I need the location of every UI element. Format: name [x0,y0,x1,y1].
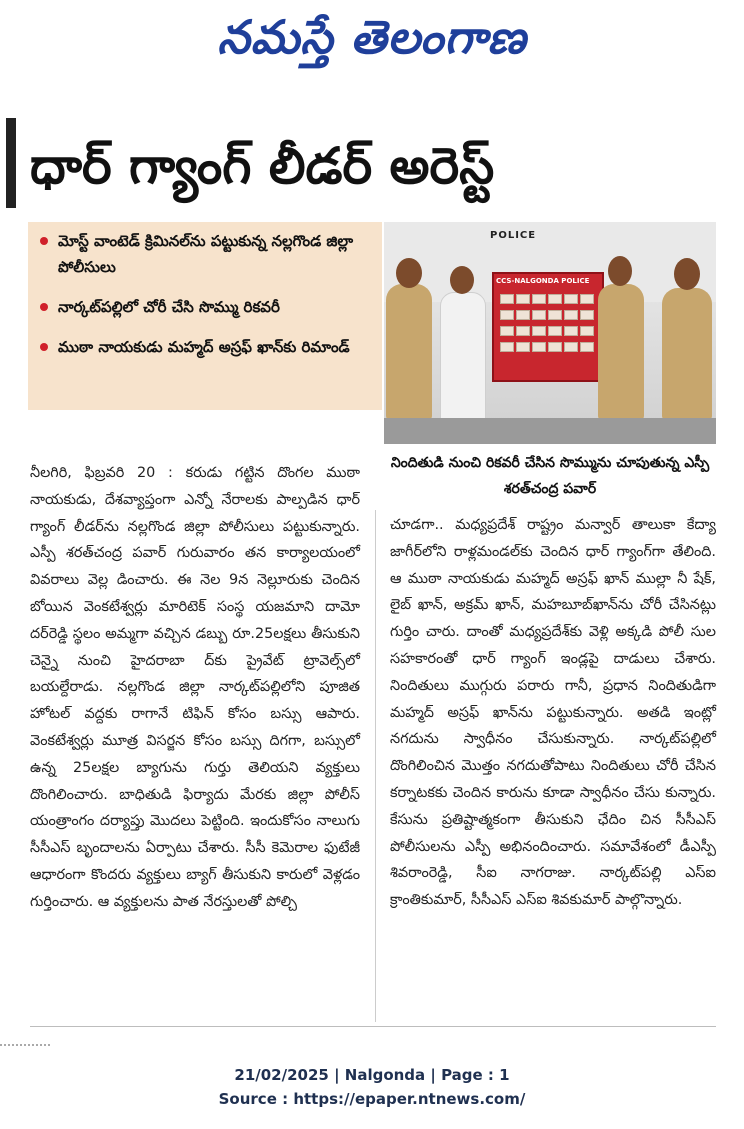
cash-bundle [548,310,562,320]
cash-bundle [564,326,578,336]
headline-accent-bar [6,118,16,208]
officer-head [674,258,700,290]
cash-bundle [580,310,594,320]
civilian-figure [440,292,486,424]
highlight-item [36,228,374,280]
bullet-dot-icon [40,303,48,311]
headline: ధార్ గ్యాంగ్ లీడర్ అరెస్ట్ [30,137,495,195]
photo-caption: నిందితుడి నుంచి రికవరీ చేసిన సొమ్మును చూపుతున్న ఎస్పీ శరత్‌చంద్ర పవార్ [390,455,710,497]
cash-bundle [532,342,546,352]
board-label: CCS-NALGONDA POLICE [496,277,590,285]
officer-figure [662,288,712,420]
cash-bundle [500,342,514,352]
cash-bundle [548,342,562,352]
newspaper-name: నమస్తే తెలంగాణ [217,10,527,64]
highlight-item [36,294,374,320]
article-left-column: నీలగిరి, ఫిబ్రవరి 20 : కరుడు గట్టిన దొంగల ముఠా నాయకుడు, దేశవ్యాప్తంగా ఎన్నో నేరాలకు పాల్పడిన ధార్ గ్యాంగ్ లీడర్‌ను నల్లగొండ జిల్లా పోలీసులు పట్టుకున్నారు. ఎస్పీ శరత్‌చంద్ర పవార్ గురువారం తన కార్యాలయంలో వివరాలు వెల్ల డించారు. ఈ నెల 9న నెల్లూరుకు చెందిన బోయిన వెంకటేశ్వర్లు మారిటెక్ సంస్థ యజమాని దామో దర్‌రెడ్డి స్థలం అమ్మగా వచ్చిన డబ్బు రూ.25లక్షలు తీసుకుని చెన్నై నుంచి హైదరాబా ద్‌కు ప్రైవేట్ ట్రావెల్స్‌లో బయల్దేరాడు. నల్లగొండ జిల్లా నార్కట్‌పల్లిలోని పూజిత హోటల్ వద్దకు రాగానే టిఫిన్ కోసం బస్సు ఆపారు. వెంకటేశ్వర్లు మూత్ర విసర్జన కోసం బస్సు దిగగా, బస్సులో ఉన్న 25లక్షల బ్యాగును గుర్తు తెలియని వ్యక్తులు దొంగిలించారు. బాధితుడి ఫిర్యాదు మేరకు జిల్లా పోలీస్ యంత్రాంగం దర్యాప్తు మొదలు పెట్టింది. ఇందుకోసం నాలుగు సీసీఎస్ బృందాలను ఏర్పాటు చేశారు. సీసీ కెమెరాల ఫుటేజీ ఆధారంగా కొందరు వ్యక్తులు బ్యాగ్ తీసుకుని కారులో వెళ్లడం గుర్తించారు. ఆ వ్యక్తులను పాత నేరస్తులతో పోల్చి [30,465,360,910]
cash-bundle [564,294,578,304]
cash-bundle [500,294,514,304]
bullet-dot-icon [40,237,48,245]
highlight-text: మోస్ట్ వాంటెడ్ క్రిమినల్‌ను పట్టుకున్న నల్లగొండ జిల్లా పోలీసులు [58,232,354,276]
bullet-dot-icon [40,343,48,351]
cash-bundle [580,326,594,336]
cash-bundle [516,342,530,352]
cash-bundle [564,310,578,320]
cash-bundle [580,342,594,352]
masthead [0,0,744,86]
cash-bundle [532,310,546,320]
cash-bundle [548,326,562,336]
footer-source: Source : https://epaper.ntnews.com/ [218,1090,526,1108]
photo-floor [384,418,716,444]
officer-figure [598,284,644,420]
cash-bundle [548,294,562,304]
highlights-box [28,222,382,410]
bottom-rule [30,1026,716,1027]
column-divider [375,510,376,1022]
cash-bundle [532,294,546,304]
news-photo [384,222,716,444]
cash-bundle [532,326,546,336]
highlight-text: ముఠా నాయకుడు మహ్మద్ అస్రఫ్ ఖాన్‌కు రిమాండ్ [58,338,350,356]
police-sign-text: POLICE [490,230,537,241]
officer-head [396,258,422,288]
dotted-separator [0,1044,50,1046]
cash-bundle [516,326,530,336]
cash-bundle [564,342,578,352]
article-right-column: చూడగా.. మధ్యప్రదేశ్ రాష్ట్రం మన్వార్ తాలుకా కేద్యా జాగీర్‌లోని రాళ్లమండల్‌కు చెందిన ధార్ గ్యాంగ్‌గా తేలింది. ఆ ముఠా నాయకుడు మహ్మద్ అస్రఫ్ ఖాన్ ముల్లా నీ షేక్, లైబ్ ఖాన్, అక్రమ్ ఖాన్, మహబూబ్‌ఖాన్‌ను చోరీ చేసినట్లు గుర్తిం చారు. దాంతో మధ్యప్రదేశ్‌కు వెళ్లి అక్కడి పోలీ సుల సహకారంతో ధార్ గ్యాంగ్ ఇండ్లపై దాడులు చేశారు. నిందితులు ముగ్గురు పరారు గానీ, ప్రధాన నిందితుడిగా మహ్మద్ అస్రఫ్ ఖాన్‌ను పట్టుకున్నారు. అతడి ఇంట్లో నగదును స్వాధీనం చేసుకున్నారు. నార్కట్‌పల్లిలో దొంగిలించిన మొత్తం నగదుతోపాటు నిందితులు చోరీ చేసిన కర్నాటకకు చెందిన కారును కూడా స్వాధీనం చేసు కున్నారు. కేసును ప్రతిష్టాత్మకంగా తీసుకుని ఛేదిం చిన సీసీఎస్ పోలీసులను ఎస్పీ అభినందించారు. సమావేశంలో డీఎస్పీ శివరాంరెడ్డి, సీఐ నాగరాజు. నార్కట్‌పల్లి ఎస్‌ఐ క్రాంతికుమార్, సీసీఎస్ ఎస్‌ఐ శివకుమార్ పాల్గొన్నారు. [390,517,716,909]
highlight-text: నార్కట్‌పల్లిలో చోరీ చేసి సొమ్ము రికవరీ [58,298,280,316]
officer-head [608,256,632,286]
civilian-head [450,266,474,294]
cash-bundle [516,310,530,320]
cash-bundle [500,326,514,336]
highlight-item [36,334,374,360]
cash-bundle [516,294,530,304]
cash-bundle [580,294,594,304]
footer-edition-info: 21/02/2025 | Nalgonda | Page : 1 [234,1066,510,1084]
cash-bundle [500,310,514,320]
officer-figure [386,284,432,420]
